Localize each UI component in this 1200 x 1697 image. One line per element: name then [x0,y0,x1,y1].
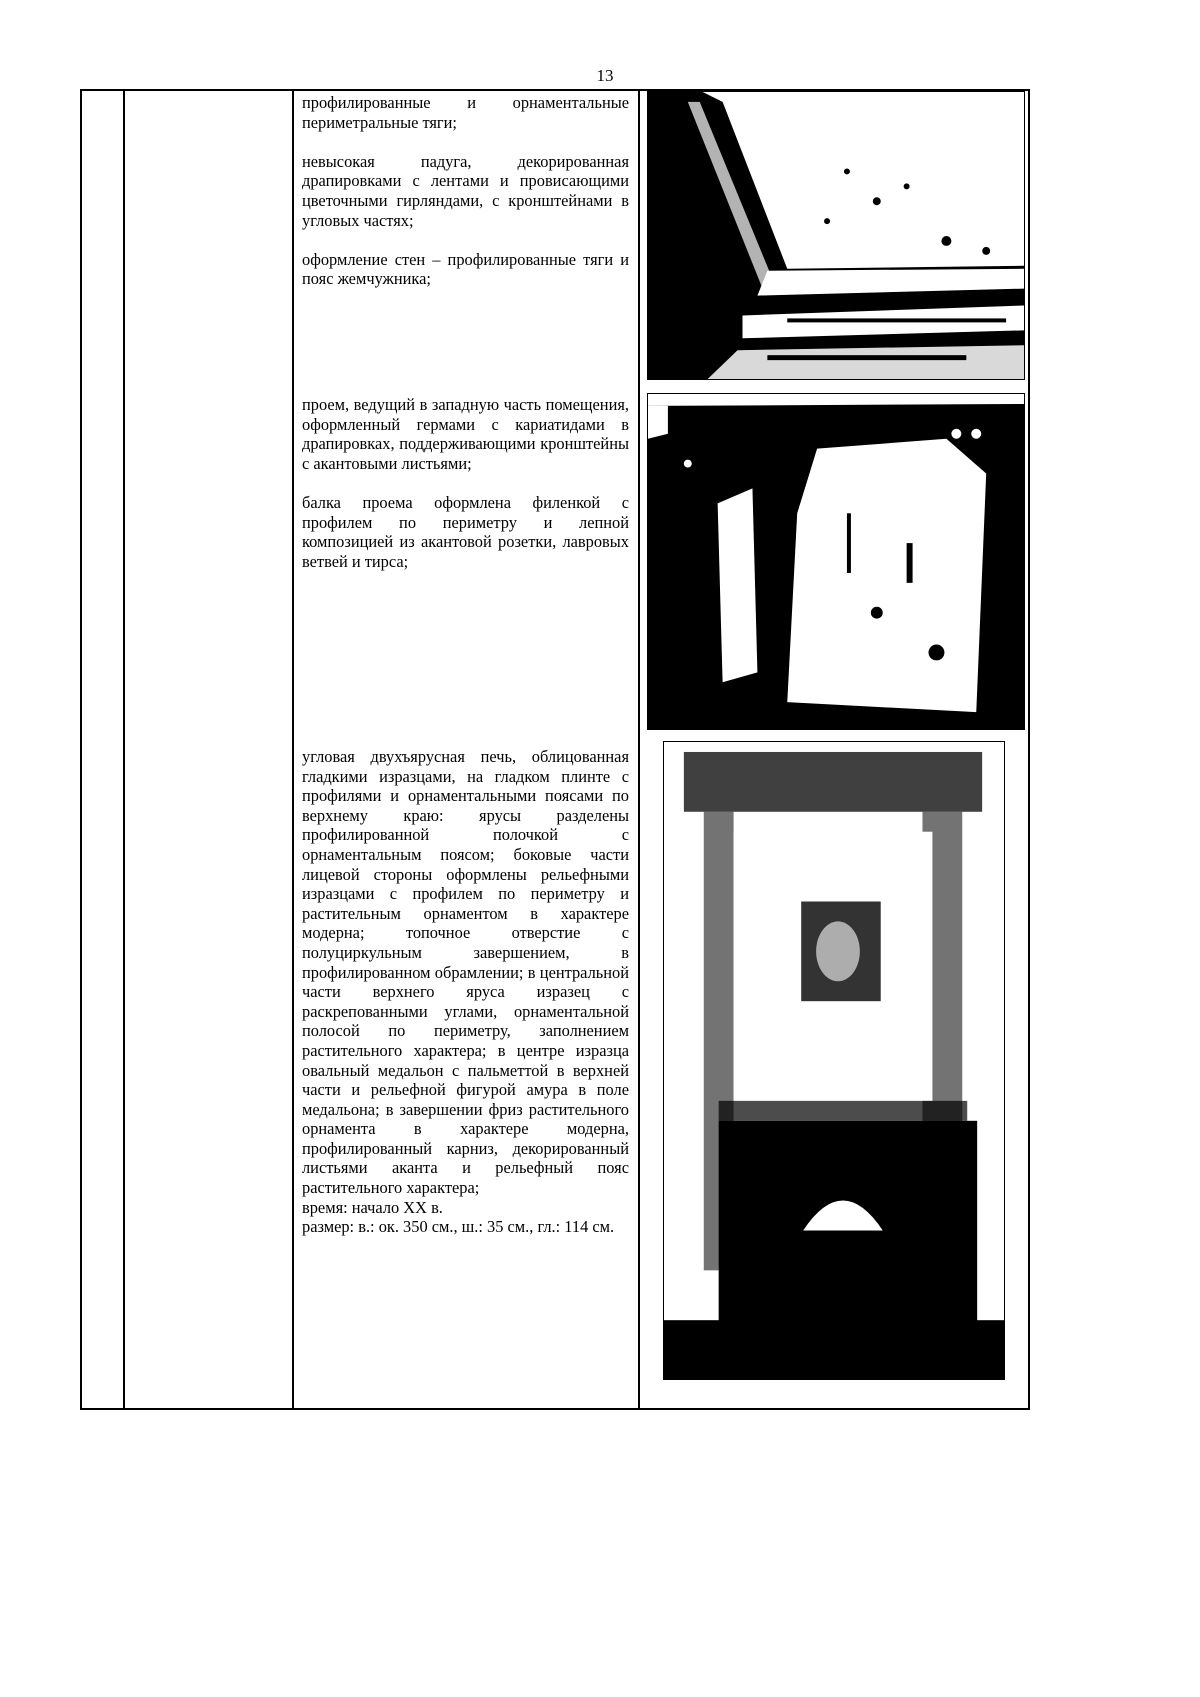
paragraph: угловая двухъярусная печь, облицованная гладкими изразцами, на гладком плинте с профилями и орнаментальными поясами по верхнему краю: ярусы разделены профилированной полочкой с орнаментальным поясом; боковые части лицевой стороны оформлены рельефными изразцами с профилем по периметру и растительным орнаментом в характере модерна; топочное отверстие с полуциркульным завершением, в профилированном обрамлении; в центральной части верхнего яруса изразец с раскрепованными углами, орнаментальной полосой по периметру, заполнением растительного характера; в центре изразца овальный медальон с пальметтой в верхней части и рельефной фигурой амура в поле медальона; в завершении фриз растительного орнамента в характере модерна, профилированный карниз, декорированный листьями аканта и рельефный пояс растительного характера; [302,747,629,1198]
description-stove [302,747,629,1237]
dating-text: время: начало XX в. [302,1197,443,1217]
monument-description-table [80,89,1030,1410]
size-text: размер: в.: ок. 350 см., ш.: 35 см., гл.: 114 см. [302,1217,615,1237]
paragraph: проем, ведущий в западную часть помещения, оформленный гермами с кариатидами в драпировках, поддерживающими кронштейны с акантовыми листьями; [302,395,629,473]
paragraph: профилированные и орнаментальные периметральные тяги; [302,93,629,132]
photo-ceiling-cornice-icon [647,91,1025,380]
photo-doorway-herms-icon [647,393,1025,730]
paragraph: невысокая падуга, декорированная драпировками с лентами и провисающими цветочными гирляндами, с кронштейнами в угловых частях; [302,151,629,230]
paragraph: балка проема оформлена филенкой с профилем по периметру и лепной композицией из акантовой розетки, лавровых ветвей и тирса; [302,492,629,571]
description-ceiling [302,93,629,289]
description-doorway [302,395,629,571]
column-divider [123,91,125,1408]
page-number: 13 [596,66,614,85]
paragraph: оформление стен – профилированные тяги и пояс жемчужника; [302,249,629,289]
photo-tiled-stove-icon [663,741,1005,1380]
column-divider [292,91,294,1408]
column-divider [638,91,640,1408]
